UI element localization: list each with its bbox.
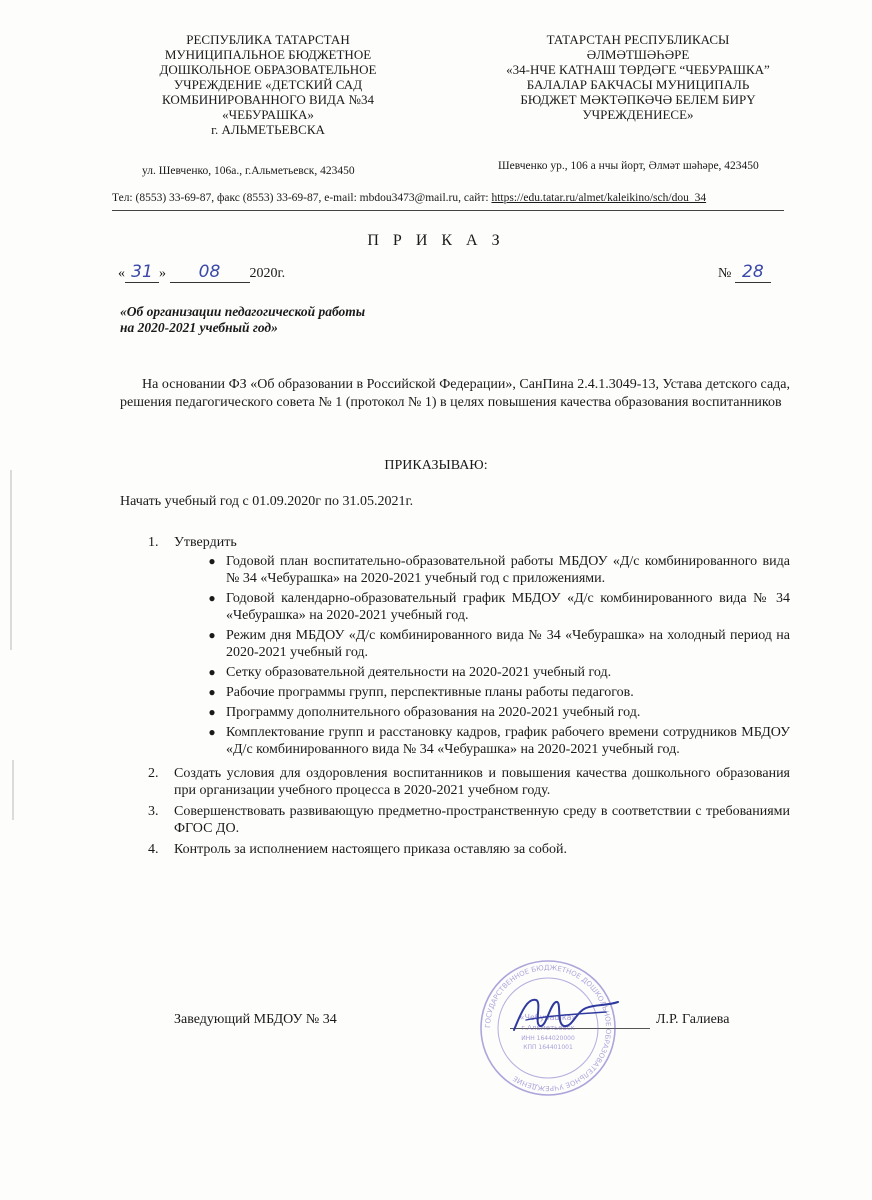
letterhead-line: БАЛАЛАР БАКЧАСЫ МУНИЦИПАЛЬ [526, 77, 750, 92]
address-right: Шевченко ур., 106 а нчы йорт, Әлмәт шәһәре, 423450 [498, 160, 759, 172]
letterhead-line: МУНИЦИПАЛЬНОЕ БЮДЖЕТНОЕ [164, 47, 372, 62]
bullet-icon: ● [208, 665, 216, 679]
order-item [148, 803, 790, 837]
item-number: 2. [148, 766, 159, 781]
document-date [118, 262, 285, 283]
stamp-line: КПП 164401001 [523, 1044, 573, 1051]
order-items-list [148, 534, 790, 862]
document-title: П Р И К А З [367, 232, 505, 249]
order-item [148, 765, 790, 799]
item-body [174, 534, 790, 761]
number-label: № [718, 266, 732, 281]
stamp-line: г.Альметьевск [521, 1024, 575, 1032]
order-item [148, 841, 790, 858]
stamp-line: ИНН 1644020000 [521, 1035, 575, 1042]
date-year: 2020г. [249, 266, 286, 281]
bullet-item [198, 684, 790, 701]
item-text: Создать условия для оздоровления воспитанников и повышения качества дошкольного образования при организации учебного процесса в 2020-2021 учебном году. [174, 766, 790, 798]
letterhead-line: ТАТАРСТАН РЕСПУБЛИКАСЫ [546, 32, 730, 47]
letterhead-line: «34-НЧЕ КАТНАШ ТӨРДӘГЕ “ЧЕБУРАШКА” [506, 62, 770, 77]
document-subject [120, 304, 365, 336]
item-text: Контроль за исполнением настоящего приказа оставляю за собой. [174, 842, 568, 857]
letterhead-line: РЕСПУБЛИКА ТАТАРСТАН [186, 32, 350, 47]
bullet-text: Годовой календарно-образовательный график МБДОУ «Д/с комбинированного вида № 34 «Чебурашка» на 2020-2021 учебный год. [226, 591, 790, 623]
scan-edge-mark [10, 470, 12, 650]
signer-position: Заведующий МБДОУ № 34 [174, 1012, 337, 1027]
bullet-icon: ● [208, 554, 216, 568]
stamp-ring-text: ГОСУДАРСТВЕННОЕ БЮДЖЕТНОЕ ДОШКОЛЬНОЕ ОБРАЗОВАТЕЛЬНОЕ УЧРЕЖДЕНИЕ [483, 963, 613, 1093]
bullet-text: Комплектование групп и расстановку кадров, график рабочего времени сотрудников МБДОУ «Д/с комбинированного вида № 34 «Чебурашка» на 2020-2021 учебный год. [226, 725, 790, 757]
number-value: 28 [735, 262, 771, 283]
letterhead-line: «ЧЕБУРАШКА» [222, 107, 314, 122]
letterhead-line: ДОШКОЛЬНОЕ ОБРАЗОВАТЕЛЬНОЕ [159, 62, 377, 77]
document-number [718, 262, 771, 283]
letterhead-line: УЧРЕЖДЕНИЕСЕ» [582, 107, 694, 122]
item-number: 4. [148, 842, 159, 857]
subject-line: на 2020-2021 учебный год» [120, 320, 278, 335]
subitems-list [198, 553, 790, 758]
letterhead-line: ӘЛМӘТШӘҺӘРЕ [586, 47, 690, 62]
bullet-item [198, 553, 790, 587]
bullet-icon: ● [208, 705, 216, 719]
bullet-text: Программу дополнительного образования на 2020-2021 учебный год. [226, 705, 641, 720]
handwritten-signature [506, 990, 626, 1040]
item-number: 3. [148, 804, 159, 819]
letterhead-line: КОМБИНИРОВАННОГО ВИДА №34 [162, 92, 374, 107]
bullet-icon: ● [208, 628, 216, 642]
bullet-text: Режим дня МБДОУ «Д/с комбинированного вида № 34 «Чебурашка» на холодный период на 2020-2021 учебный год. [226, 628, 790, 660]
contacts-line [112, 192, 784, 211]
order-heading: ПРИКАЗЫВАЮ: [384, 458, 488, 473]
quote-close: » [159, 266, 166, 281]
item-text: Совершенствовать развивающую предметно-пространственную среду в соответствии с требованиями ФГОС ДО. [174, 804, 790, 836]
address-left: ул. Шевченко, 106а., г.Альметьевск, 423450 [142, 165, 355, 177]
bullet-item [198, 590, 790, 624]
date-month: 08 [170, 262, 250, 283]
letterhead-line: БЮДЖЕТ МӘКТӘПКӘЧӘ БЕЛЕМ БИРҮ [520, 92, 756, 107]
preamble-paragraph: На основании ФЗ «Об образовании в Российской Федерации», СанПина 2.4.1.3049-13, Устава детского сада, решения педагогического совета № 1 (протокол № 1) в целях повышения качества образования воспитанников [120, 377, 790, 410]
bullet-item [198, 627, 790, 661]
quote-open: « [118, 266, 125, 281]
letterhead-right [478, 32, 798, 122]
contacts-text: Тел: (8553) 33-69-87, факс (8553) 33-69-87, e-mail: mbdou3473@mail.ru, сайт: [112, 192, 492, 204]
subject-line: «Об организации педагогической работы [120, 304, 366, 319]
stamp-line: «Чебурашка» [519, 1013, 577, 1022]
letterhead-line: г. АЛЬМЕТЬЕВСКА [211, 122, 325, 137]
letterhead-line: УЧРЕЖДЕНИЕ «ДЕТСКИЙ САД [173, 77, 363, 92]
scan-edge-mark [12, 760, 14, 820]
bullet-text: Сетку образовательной деятельности на 2020-2021 учебный год. [226, 665, 612, 680]
bullet-text: Годовой план воспитательно-образовательной работы МБДОУ «Д/с комбинированного вида № 34 «Чебурашка» на 2020-2021 учебный год с приложениями. [226, 554, 790, 586]
school-year-line: Начать учебный год с 01.09.2020г по 31.05.2021г. [120, 494, 414, 509]
website-link[interactable]: https://edu.tatar.ru/almet/kaleikino/sch/dou_34 [491, 192, 707, 204]
bullet-icon: ● [208, 591, 216, 605]
letterhead-left [118, 32, 418, 137]
bullet-icon: ● [208, 725, 216, 739]
bullet-text: Рабочие программы групп, перспективные планы работы педагогов. [226, 685, 634, 700]
order-item [148, 534, 790, 761]
signer-name: Л.Р. Галиева [656, 1012, 730, 1027]
item-number: 1. [148, 535, 159, 550]
bullet-item [198, 724, 790, 758]
bullet-item [198, 664, 790, 681]
bullet-icon: ● [208, 685, 216, 699]
item-text: Утвердить [174, 535, 237, 550]
date-day: 31 [125, 262, 159, 283]
bullet-item [198, 704, 790, 721]
